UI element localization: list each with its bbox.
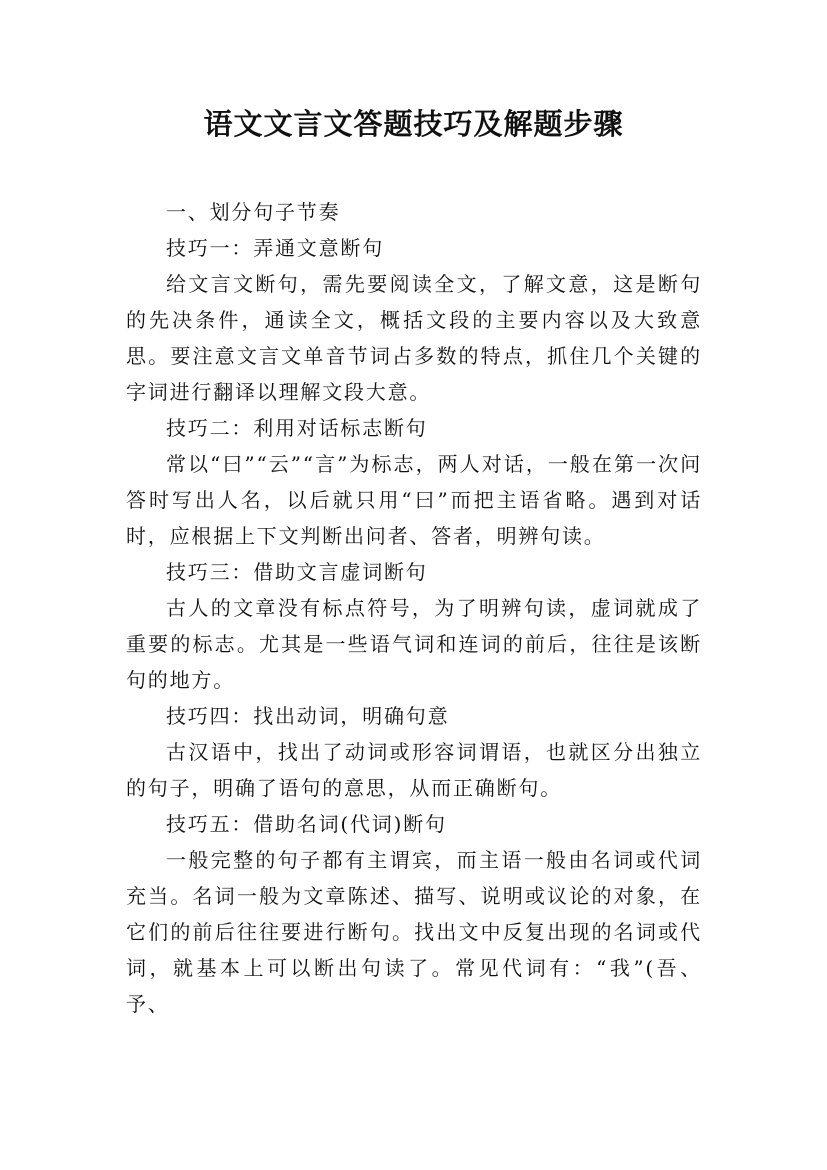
- tip-paragraph-2: 常以“曰”“云”“言”为标志，两人对话，一般在第一次问答时写出人名，以后就只用“曰”而把主语省略。遇到对话时，应根据上下文判断出问者、答者，明辨句读。: [126, 452, 702, 548]
- tip-heading-4: 技巧四：找出动词，明确句意: [166, 704, 450, 728]
- tip-paragraph-1: 给文言文断句，需先要阅读全文，了解文意，这是断句的先决条件，通读全文，概括文段的主要内容以及大致意思。要注意文言文单音节词占多数的特点，抓住几个关键的字词进行翻译以理解文段大意。: [126, 272, 702, 404]
- tip-heading-3: 技巧三：借助文言虚词断句: [166, 560, 428, 584]
- tip-paragraph-3: 古人的文章没有标点符号，为了明辨句读，虚词就成了重要的标志。尤其是一些语气词和连词的前后，往往是该断句的地方。: [126, 596, 702, 692]
- document-title: 语文文言文答题技巧及解题步骤: [203, 107, 624, 141]
- document-body: [126, 194, 702, 1022]
- section-heading: 一、划分句子节奏: [166, 200, 341, 224]
- tip-heading-1: 技巧一：弄通文意断句: [166, 236, 384, 260]
- tip-heading-2: 技巧二：利用对话标志断句: [166, 416, 428, 440]
- tip-paragraph-4: 古汉语中，找出了动词或形容词谓语，也就区分出独立的句子，明确了语句的意思，从而正确断句。: [126, 740, 702, 800]
- tip-paragraph-5: 一般完整的句子都有主谓宾，而主语一般由名词或代词充当。名词一般为文章陈述、描写、说明或议论的对象，在它们的前后往往要进行断句。找出文中反复出现的名词或代词，就基本上可以断出句读了。常见代词有：“我”(吾、予、: [126, 848, 702, 1016]
- tip-heading-5: 技巧五：借助名词(代词)断句: [166, 812, 447, 836]
